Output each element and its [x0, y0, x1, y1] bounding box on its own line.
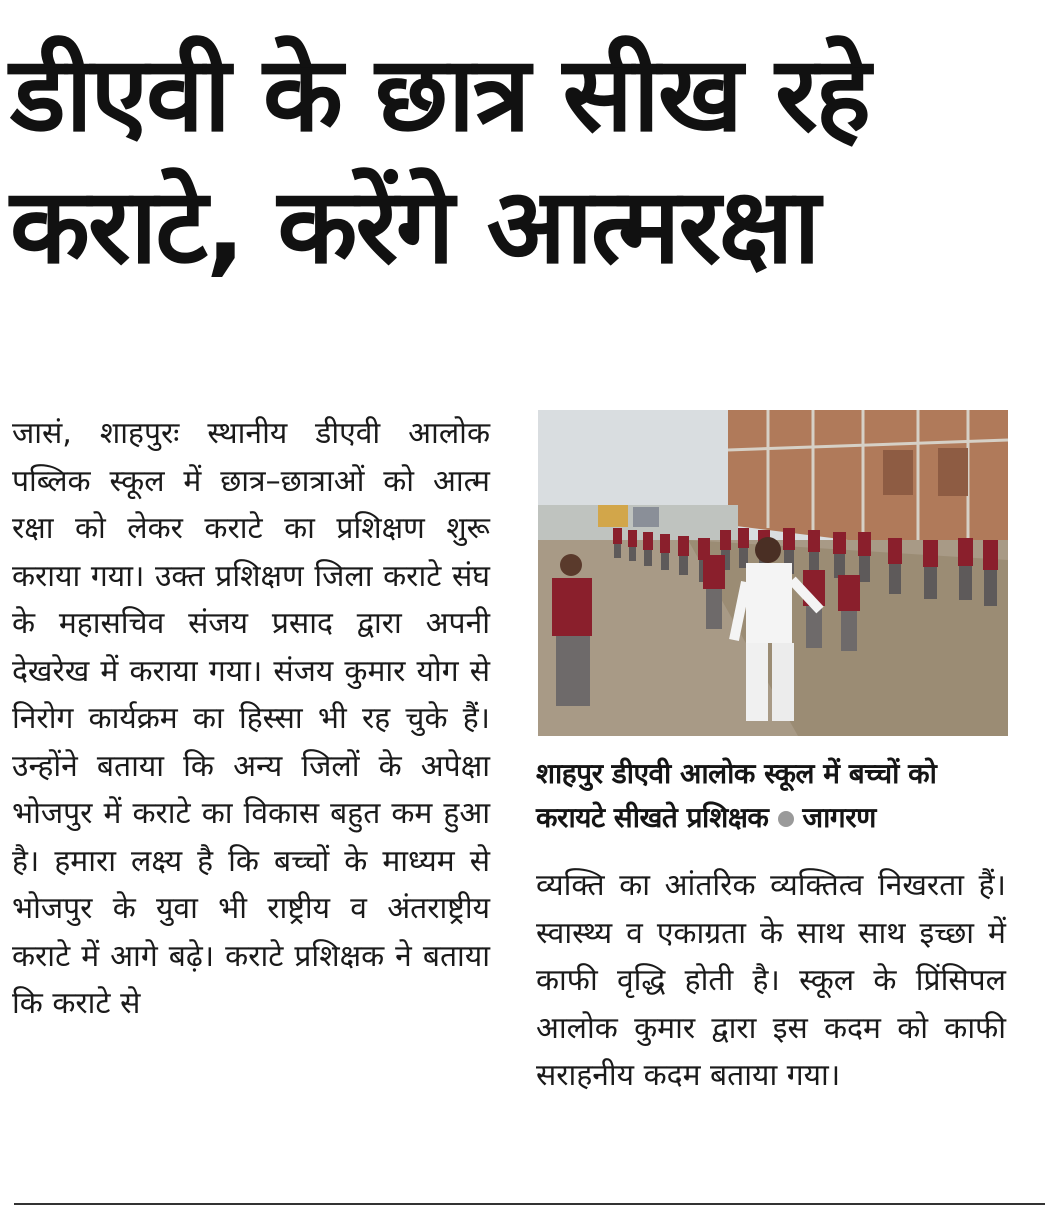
- photo-student: [552, 578, 592, 636]
- article-photo: [538, 410, 1008, 736]
- photo-instructor: [746, 563, 792, 643]
- bullet-icon: [778, 811, 794, 827]
- article-body-right-column: [536, 862, 1006, 1100]
- bottom-divider: [14, 1203, 1045, 1205]
- article-body-left-column: [12, 410, 490, 1028]
- headline: डीएवी के छात्र सीख रहे कराटे, करेंगे आत्मरक्षा: [10, 33, 869, 287]
- article-paragraph: जासं, शाहपुरः स्थानीय डीएवी आलोक पब्लिक स्कूल में छात्र–छात्राओं को आत्म रक्षा को लेकर कराटे का प्रशिक्षण शुरू कराया गया। उक्त प्रशिक्षण जिला कराटे संघ के महासचिव संजय प्रसाद द्वारा अपनी देखरेख में कराया गया। संजय कुमार योग से निरोग कार्यक्रम का हिस्सा भी रह चुके हैं। उन्होंने बताया कि अन्य जिलों के अपेक्षा भोजपुर में कराटे का विकास बहुत कम हुआ है। हमारा लक्ष्य है कि बच्चों के माध्यम से भोजपुर के युवा भी राष्ट्रीय व अंतराष्ट्रीय कराटे में आगे बढ़े। कराटे प्रशिक्षक ने बताया कि कराटे से: [12, 416, 490, 1021]
- karate-training-photo: [538, 410, 1008, 736]
- caption-text: शाहपुर डीएवी आलोक स्कूल में बच्चों को करायटे सीखते प्रशिक्षक: [536, 757, 937, 834]
- photo-bus: [598, 505, 628, 527]
- photo-credit: जागरण: [802, 801, 876, 834]
- photo-bus: [633, 507, 659, 527]
- article-paragraph: व्यक्ति का आंतरिक व्यक्तित्व निखरता हैं। स्वास्थ्य व एकाग्रता के साथ साथ इच्छा में काफी वृद्धि होती है। स्कूल के प्रिंसिपल आलोक कुमार द्वारा इस कदम को काफी सराहनीय कदम बताया गया।: [536, 868, 1006, 1093]
- photo-caption: [536, 752, 1008, 840]
